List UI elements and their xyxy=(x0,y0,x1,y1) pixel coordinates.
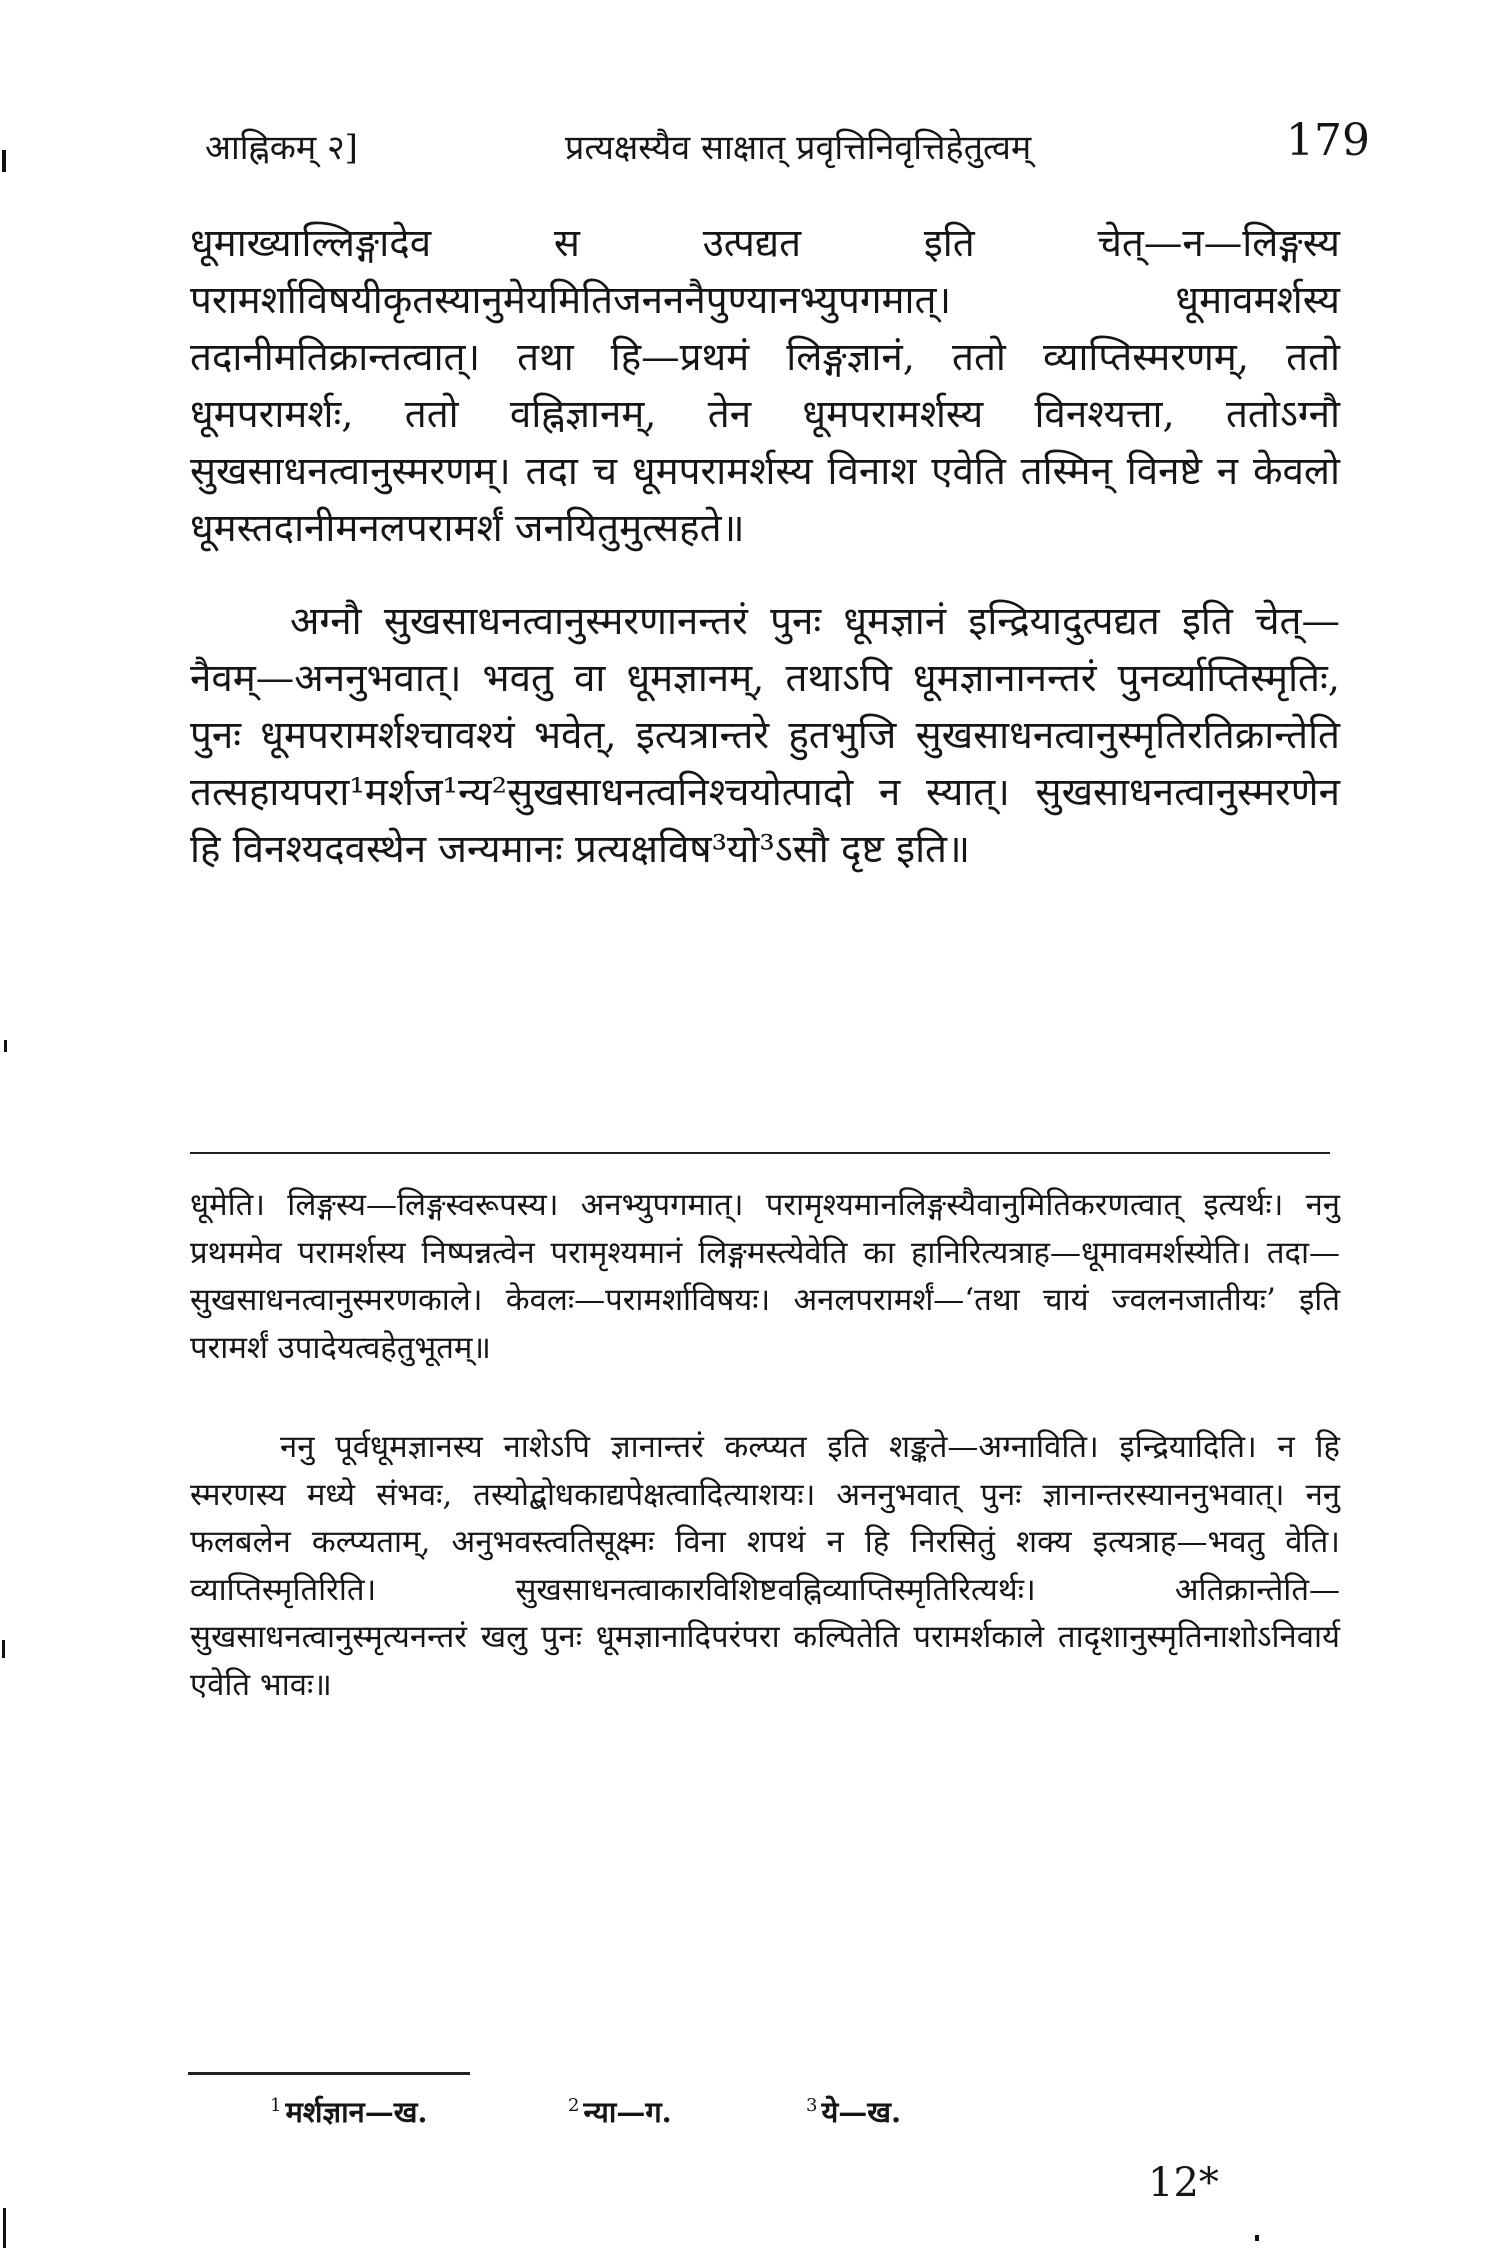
main-paragraph-1: धूमाख्याल्लिङ्गादेव स उत्पद्यत इति चेत्—न—लिङ्गस्य परामर्शाविषयीकृतस्यानुमेयमितिजनननैपुण्यानभ्युपगमात्। धूमावमर्शस्य तदानीमतिक्रान्तत्वात्। तथा हि—प्रथमं लिङ्गज्ञानं, ततो व्याप्तिस्मरणम्, ततो धूमपरामर्शः, ततो वह्निज्ञानम्, तेन धूमपरामर्शस्य विनश्यत्ता, ततोऽग्नौ सुखसाधनत्वानुस्मरणम्। तदा च धूमपरामर्शस्य विनाश एवेति तस्मिन् विनष्टे न केवलो धूमस्तदानीमनलपरामर्शं जनयितुमुत्सहते॥ xyxy=(190,221,1340,551)
scan-mark xyxy=(3,2208,6,2248)
main-paragraph-2: अग्नौ सुखसाधनत्वानुस्मरणानन्तरं पुनः धूमज्ञानं इन्द्रियादुत्पद्यत इति चेत्—नैवम्—अननुभवात्। भवतु वा धूमज्ञानम्, तथाऽपि धूमज्ञानानन्तरं पुनर्व्याप्तिस्मृतिः, पुनः धूमपरामर्शश्चावश्यं भवेत्, इत्यत्रान्तरे हुतभुजि सुखसाधनत्वानुस्मृतिरतिक्रान्तेति तत्सहायपरा¹मर्शज¹न्य²सुखसाधनत्वनिश्चयोत्पादो न स्यात्। सुखसाधनत्वानुस्मरणेन हि विनश्यदवस्थेन जन्यमानः प्रत्यक्षविष³यो³ऽसौ दृष्ट इति॥ xyxy=(190,599,1340,872)
footnote-3-text: ये—ख. xyxy=(821,2095,902,2129)
footnote-1-text: मर्शज्ञान—ख. xyxy=(285,2095,428,2129)
scan-mark xyxy=(1255,2235,1259,2241)
footnote-3 xyxy=(806,2092,901,2131)
section-title: प्रत्यक्षस्यैव साक्षात् प्रवृत्तिनिवृत्तिहेतुत्वम् xyxy=(565,128,1032,168)
scan-mark xyxy=(2,1640,5,1658)
footnotes xyxy=(270,2092,1070,2142)
commentary-paragraph-2: ननु पूर्वधूमज्ञानस्य नाशेऽपि ज्ञानान्तरं कल्प्यत इति शङ्कते—अग्नाविति। इन्द्रियादिति। न हि स्मरणस्य मध्ये संभवः, तस्योद्बोधकाद्यपेक्षत्वादित्याशयः। अननुभवात् पुनः ज्ञानान्तरस्याननुभवात्। ननु फलबलेन कल्प्यताम्, अनुभवस्त्वतिसूक्ष्मः विना शपथं न हि निरसितुं शक्य इत्यत्राह—भवतु वेति। व्याप्तिस्मृतिरिति। सुखसाधनत्वाकारविशिष्टवह्निव्याप्तिस्मृतिरित्यर्थः। अतिक्रान्तेति—सुखसाधनत्वानुस्मृत्यनन्तरं खलु पुनः धूमज्ञानादिपरंपरा कल्पितेति परामर्शकाले तादृशानुस्मृतिनाशोऽनिवार्य एवेति भावः॥ xyxy=(190,1429,1340,1703)
commentary xyxy=(190,1182,1340,1709)
footnote-3-number: 3 xyxy=(806,2095,818,2117)
chapter-label: आह्निकम् २] xyxy=(205,128,358,168)
main-text xyxy=(190,215,1340,878)
footnote-2 xyxy=(568,2092,672,2131)
footnote-1-number: 1 xyxy=(270,2095,282,2117)
footnote-1 xyxy=(270,2092,428,2131)
footnote-2-number: 2 xyxy=(568,2095,580,2117)
footnote-divider xyxy=(188,2072,470,2075)
running-head xyxy=(195,115,1370,185)
footnote-2-text: न्या—ग. xyxy=(583,2095,672,2129)
commentary-divider xyxy=(190,1152,1330,1154)
signature-mark: 12* xyxy=(1148,2160,1219,2206)
scan-mark xyxy=(2,150,6,172)
page-number: 179 xyxy=(1286,115,1370,166)
commentary-paragraph-1: धूमेति। लिङ्गस्य—लिङ्गस्वरूपस्य। अनभ्युपगमात्। परामृश्यमानलिङ्गस्यैवानुमितिकरणत्वात् इत्यर्थः। ननु प्रथममेव परामर्शस्य निष्पन्नत्वेन परामृश्यमानं लिङ्गमस्त्येवेति का हानिरित्यत्राह—धूमावमर्शस्येति। तदा—सुखसाधनत्वानुस्मरणकाले। केवलः—परामर्शाविषयः। अनलपरामर्शं—‘तथा चायं ज्वलनजातीयः’ इति परामर्शं उपादेयत्वहेतुभूतम्॥ xyxy=(190,1187,1340,1366)
scan-mark xyxy=(4,1040,7,1052)
